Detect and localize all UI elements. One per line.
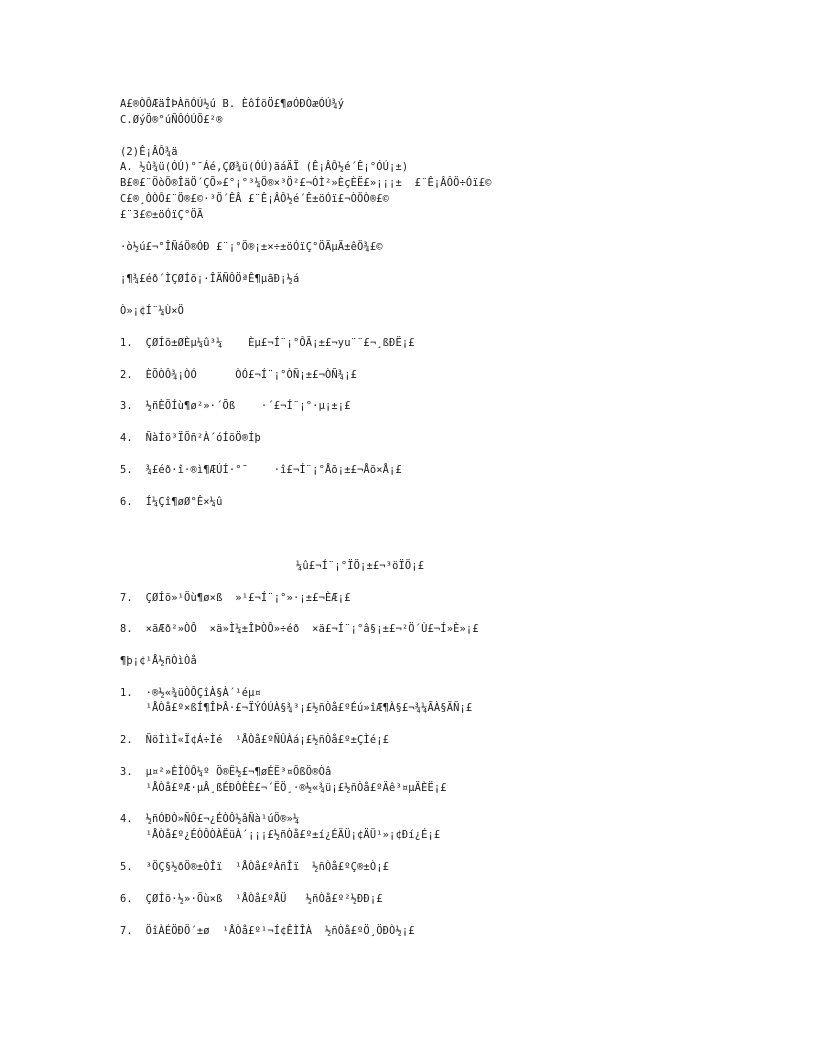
list-item: 3. µ¤²»ÈÌÒÔ¼º Ö®Ë½£¬¶øÉË³¤ÕßÖ®Òâ	[120, 766, 332, 778]
list-item: 7. ÇØÍõ»¹Öù¶ø×ß »¹£¬Í¨¡°»·¡±£¬ÈÆ¡£	[120, 592, 351, 604]
list-item: 8. ×ãÆð²»ÒÔ ×ä»Ì¼±ÎÞÒÔ»÷éð ×ä£¬Í¨¡°â§¡±£¬²Ö´Ù£¬Í»È»¡£	[120, 623, 479, 635]
list-item: 5. ¾£éð·î·®ì¶ÆÚÍ·°¯ ·î£¬Í¨¡°Åõ¡±£¬Åõ×Å¡£	[120, 464, 402, 476]
list-item-detail: ¹ÅÒå£º¿ÉÒÔÒÀËüÀ´¡¡¡£½ñÒå£º±í¿ÉÄÜ¡¢ÄÜ¹»¡¢Ðí¿É¡£	[120, 829, 441, 841]
list-item-detail: ¹ÅÒå£ºÆ·µÂ¸ßÉÐÒÈÈ£¬´ËÖ¸·®½«¾ü¡£½ñÒå£ºÄê³¤µÄÈË¡£	[120, 782, 447, 794]
section-heading: ¶þ¡¢¹Å½ñÒìÒå	[120, 655, 197, 667]
text-line: A. ½û¾ü(ÓÚ)°¯Áé,ÇØ¾ü(ÓÚ)ãáÄÏ (Ê¡ÂÔ½é´Ê¡°ÓÚ¡±)	[120, 161, 409, 173]
list-item: 6. ÇØÍõ·½»·Öù×ß ¹ÅÒå£ºÅÜ ½ñÒå£º²½ÐÐ¡£	[120, 893, 383, 905]
section-heading: Ò»¡¢Í¨¼Ù×Ö	[120, 305, 185, 317]
list-item: 1. ·®½«¾üÒÔÇîÀ§À´¹éµ¤	[120, 687, 261, 699]
list-item: 6. Í¼Çî¶øØ°Ê×¼û	[120, 496, 223, 508]
list-item: 7. ÖîÀÉÖÐÖ´±ø ¹ÅÒå£º¹¬Í¢ÊÌÎÀ ½ñÒå£ºÖ¸ÖÐÒ½¡£	[120, 925, 415, 937]
list-item: 1. ÇØÍõ±ØÈµ¼û³¼ Èµ£¬Í¨¡°ÔÃ¡±£¬yu¨¨£¬¸ßÐË¡£	[120, 337, 415, 349]
document-title: ¡¶¾£éð´ÌÇØÍõ¡·ÎÄÑÔÖªÊ¶µãÐ¡½á	[120, 273, 300, 285]
list-item: 3. ½ñÈÕÍù¶ø²»·´Õß ·´£¬Í¨¡°·µ¡±¡£	[120, 400, 351, 412]
text-line: C.ØýÖ®°úÑÔÓÚÕ£²®	[120, 114, 223, 126]
section-heading: (2)Ê¡ÂÔ¾ä	[120, 146, 178, 158]
list-item: 2. ÑöÌìÌ«Ï¢Á÷Ìé ¹ÅÒå£ºÑÛÀá¡£½ñÒå£º±ÇÌé¡£	[120, 734, 390, 746]
section-heading: £¨3£©±öÓïÇ°ÖÃ	[120, 209, 204, 221]
text-line: A£®ÒÔÆäÎÞÀñÓÚ½ú B. ÈôÍöÖ£¶øÓÐÒæÓÚ¾ý	[120, 98, 345, 110]
list-item: 4. ½ñÓÐÒ»ÑÔ£¬¿ÉÒÔ½âÑà¹úÖ®»¼	[120, 813, 300, 825]
list-item: 5. ³ÖÇ§½ðÖ®±ÒÎï ¹ÅÒå£ºÀñÎï ½ñÒå£ºÇ®±Ò¡£	[120, 861, 390, 873]
text-line: ¼û£¬Í¨¡°ÏÖ¡±£¬³öÏÖ¡£	[296, 560, 425, 572]
list-item: 4. ÑàÍõ³ÏÕñ²À´óÍõÖ®Íþ	[120, 432, 261, 444]
text-line: ·ò½ú£¬°ÎÑáÖ®ÓÐ £¨¡°Ö®¡±×÷±öÓïÇ°ÖÃµÄ±êÖ¾£©	[120, 241, 383, 253]
text-line: B£®£¨ÖòÖ®ÎäÖ´ÇÕ»£°¡°³¼Ö®×³Ö²£¬ÓÌ²»ÈçÈË£»¡¡¡± £¨Ê¡ÂÔÖ÷Óï£©	[120, 177, 492, 189]
list-item-detail: ¹ÅÒå£º×ßÍ¶ÎÞÂ·£¬ÏÝÓÚÀ§¾³¡£½ñÒå£ºÉú»îÆ¶À§£¬¾¼ÃÀ§ÄÑ¡£	[120, 702, 473, 714]
text-line: C£®¸ÒÒÔ£¨Ö®£©·³Ö´ÊÂ £¨Ê¡ÂÔ½é´Ê±öÓï£¬ÒÖÒ®£©	[120, 193, 390, 205]
list-item: 2. ÈÕÒÔ¾¡ÒÓ ÒÓ£¬Í¨¡°ÒÑ¡±£¬ÒÑ¾¡£	[120, 369, 358, 381]
